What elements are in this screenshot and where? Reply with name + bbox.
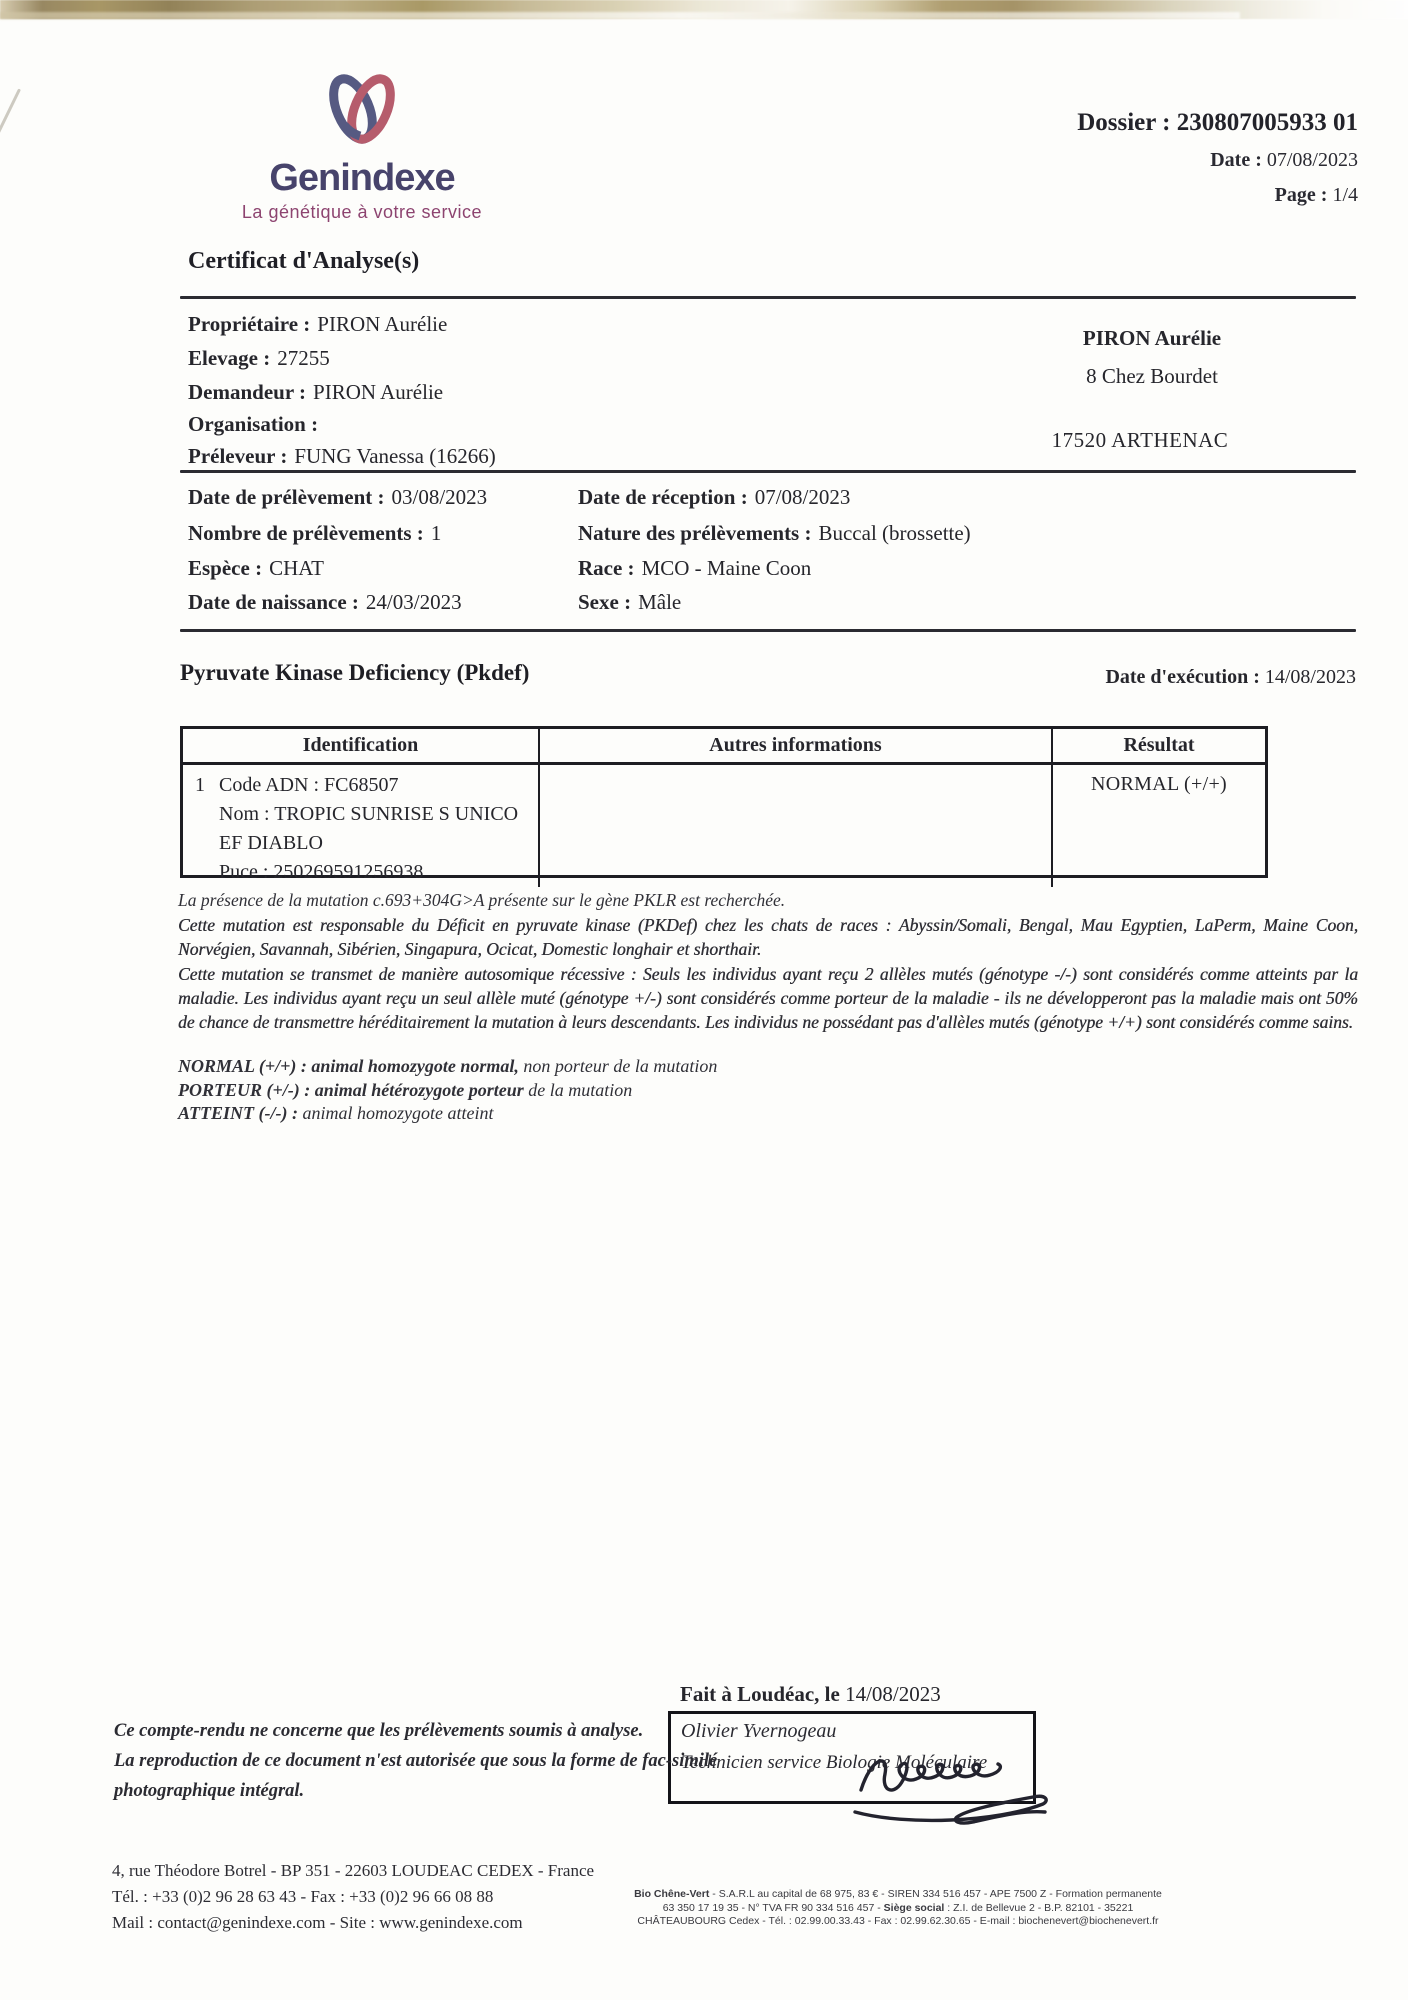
field-value: Buccal (brossette) (818, 521, 971, 545)
dossier-date (1077, 150, 1358, 170)
mutation-notes (178, 888, 1358, 1126)
field-value: PIRON Aurélie (317, 312, 448, 336)
field-label: Demandeur : (188, 380, 307, 404)
genotype-legend (178, 1055, 1358, 1126)
execution-date-value: 14/08/2023 (1264, 666, 1356, 688)
table-header-resultat: Résultat (1053, 729, 1265, 765)
row-number: 1 (195, 774, 205, 796)
field-value: MCO - Maine Coon (641, 556, 812, 580)
fait-label: Fait à Loudéac, le (680, 1682, 840, 1706)
analysis-heading: Pyruvate Kinase Deficiency (Pkdef) (180, 660, 530, 685)
field-date-naissance (188, 590, 462, 615)
field-label: Sexe : (578, 590, 632, 614)
results-table (180, 726, 1268, 883)
divider-rule-2 (180, 470, 1356, 473)
owner-address-city: 17520 ARTHENAC (1051, 428, 1229, 452)
legend-porteur: PORTEUR (+/-) : animal hétérozygote porteur de la mutation (178, 1079, 633, 1100)
note-transmission: Cette mutation se transmet de manière autosomique récessive : Seuls les individus ayant reçu 2 allèles mutés (génotype -/-) sont considérés comme atteints par la maladie. Les individus ayant reçu un seul allèle muté (génotype +/-) sont considérés comme porteur de la maladie - ils ne développeront pas la maladie mais ont 50% de chance de transmettre héréditairement la mutation à leurs descendants. Les individus ne possédant pas d'allèles mutés (génotype +/+) sont considérés comme sains. (178, 964, 1358, 1032)
field-value: CHAT (269, 556, 324, 580)
field-value: 24/03/2023 (365, 590, 462, 614)
signatory-role: Technicien service Biologie Moléculaire (681, 1752, 988, 1773)
table-row-autres-informations (540, 765, 1053, 887)
handwritten-signature (845, 1738, 1063, 1846)
certificate-title: Certificat d'Analyse(s) (188, 248, 420, 274)
table-row-result-value: NORMAL (+/+) (1091, 773, 1227, 795)
field-value: 03/08/2023 (391, 485, 488, 509)
divider-rule-3 (180, 629, 1356, 632)
execution-date-label: Date d'exécution : (1105, 666, 1260, 688)
legend-atteint: ATTEINT (-/-) : animal homozygote atteint (178, 1103, 494, 1123)
field-nature-prelevements (578, 521, 971, 546)
field-nombre-prelevements (188, 521, 441, 546)
id-nom: Nom : TROPIC SUNRISE S UNICO EF DIABLO (219, 803, 519, 854)
field-proprietaire (188, 312, 447, 337)
field-value: Mâle (638, 590, 682, 614)
dna-helix-logo-icon (322, 70, 402, 148)
reproduction-disclaimer (114, 1716, 717, 1806)
company-legal-footer (552, 1888, 1244, 1929)
lab-address-footer (112, 1858, 594, 1936)
date-label: Date : (1210, 149, 1262, 171)
footer-mail-line: Mail : contact@genindexe.com - Site : www.genindexe.com (112, 1913, 523, 1932)
fait-date: 14/08/2023 (845, 1682, 941, 1706)
date-value: 07/08/2023 (1266, 149, 1358, 171)
field-value: 1 (430, 521, 442, 545)
dossier-block (1077, 110, 1358, 205)
field-demandeur (188, 380, 443, 405)
note-breeds: Cette mutation est responsable du Déficit en pyruvate kinase (PKDef) chez les chats de races : Abyssin/Somali, Bengal, Mau Egyptien, LaPerm, Maine Coon, Norvégien, Savannah, Sibérien, Singapura, Ocicat, Domestic longhair et shorthair. (178, 915, 1358, 959)
field-value: 07/08/2023 (754, 485, 851, 509)
scan-edge-mark (0, 88, 21, 143)
owner-address-name: PIRON Aurélie (1082, 326, 1222, 350)
field-preleveur (188, 444, 496, 469)
field-label: Espèce : (188, 556, 263, 580)
field-date-reception (578, 485, 850, 510)
field-sexe (578, 590, 681, 615)
legal-line-1: Bio Chêne-Vert - S.A.R.L au capital de 68 975, 83 € - SIREN 334 516 457 - APE 7500 Z - Formation permanente (634, 1888, 1162, 1900)
field-label: Organisation : (188, 412, 319, 436)
field-race (578, 556, 811, 581)
genindexe-logo (162, 70, 562, 223)
field-label: Race : (578, 556, 635, 580)
field-label: Nombre de prélèvements : (188, 521, 424, 545)
owner-address-street: 8 Chez Bourdet (1086, 364, 1218, 388)
brand-tagline: La génétique à votre service (241, 202, 483, 222)
table-row-identification (183, 765, 540, 887)
id-puce: Puce : 250269591256938 (219, 861, 424, 883)
scan-artifact-strip-light (0, 12, 1240, 19)
disclaimer-line: Ce compte-rendu ne concerne que les prélèvements soumis à analyse. (114, 1721, 644, 1741)
dossier-label: Dossier : (1077, 109, 1171, 136)
field-label: Elevage : (188, 346, 271, 370)
field-label: Nature des prélèvements : (578, 521, 812, 545)
field-elevage (188, 346, 330, 371)
field-label: Préleveur : (188, 444, 288, 468)
field-espece (188, 556, 324, 581)
field-value: 27255 (277, 346, 330, 370)
footer-address-line: 4, rue Théodore Botrel - BP 351 - 22603 LOUDEAC CEDEX - France (112, 1861, 595, 1880)
id-code-adn: Code ADN : FC68507 (219, 774, 399, 796)
disclaimer-line: La reproduction de ce document n'est autorisée que sous la forme de fac-similé (114, 1751, 718, 1771)
field-label: Propriétaire : (188, 312, 311, 336)
divider-rule-1 (180, 296, 1356, 299)
table-header-autres-informations: Autres informations (540, 729, 1053, 765)
brand-name: Genindexe (269, 157, 455, 199)
execution-date (1105, 666, 1356, 689)
legal-line-3: CHÂTEAUBOURG Cedex - Tél. : 02.99.00.33.43 - Fax : 02.99.62.30.65 - E-mail : biochenevert@biochenevert.fr (637, 1915, 1159, 1927)
dossier-number (1077, 110, 1358, 135)
signatory-name: Olivier Yvernogeau (681, 1720, 837, 1742)
legal-line-2: 63 350 17 19 35 - N° TVA FR 90 334 516 457 - Siège social : Z.I. de Bellevue 2 - B.P. 82101 - 35221 (662, 1901, 1134, 1914)
field-label: Date de réception : (578, 485, 748, 509)
identification-lines (219, 771, 519, 887)
table-header-identification: Identification (183, 729, 540, 765)
page-value: 1/4 (1332, 184, 1358, 206)
note-mutation-searched: La présence de la mutation c.693+304G>A présente sur le gène PKLR est recherchée. (178, 890, 786, 910)
field-value: FUNG Vanessa (16266) (294, 444, 496, 468)
legend-normal: NORMAL (+/+) : animal homozygote normal, non porteur de la mutation (178, 1056, 718, 1076)
field-date-prelevement (188, 485, 487, 510)
field-label: Date de naissance : (188, 590, 359, 614)
field-label: Date de prélèvement : (188, 485, 385, 509)
dossier-value: 230807005933 01 (1176, 109, 1358, 136)
field-organisation (188, 412, 325, 437)
dossier-page (1077, 185, 1358, 205)
footer-phone-line: Tél. : +33 (0)2 96 28 63 43 - Fax : +33 (0)2 96 66 08 88 (112, 1887, 494, 1906)
disclaimer-line: photographique intégral. (114, 1781, 305, 1801)
page-label: Page : (1274, 184, 1328, 206)
field-value: PIRON Aurélie (313, 380, 444, 404)
fait-a-line (680, 1682, 941, 1707)
